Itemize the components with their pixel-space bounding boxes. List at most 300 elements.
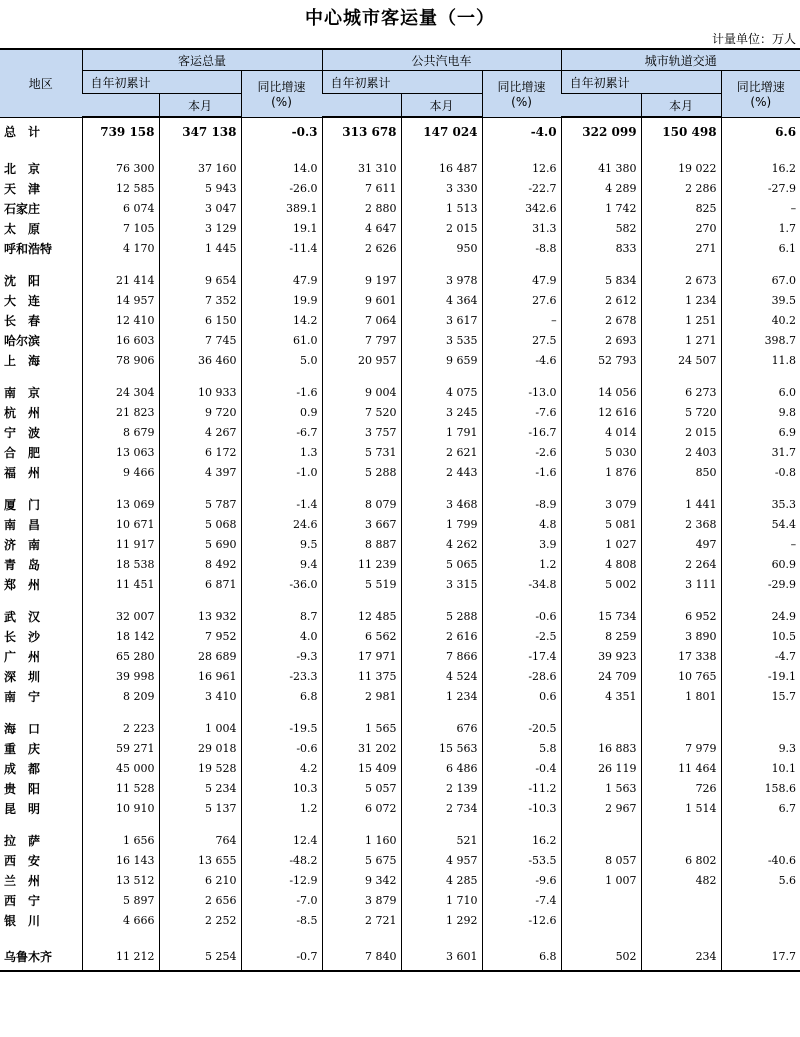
spacer-cell xyxy=(401,930,482,942)
table-cell: 6.6 xyxy=(721,117,800,146)
table-cell: -22.7 xyxy=(482,178,561,198)
table-cell: 5 002 xyxy=(561,574,641,594)
region-name: 长 春 xyxy=(4,313,41,328)
table-cell: 17 971 xyxy=(322,646,401,666)
spacer-cell xyxy=(641,258,721,270)
spacer-cell xyxy=(482,482,561,494)
table-cell: 4 397 xyxy=(159,462,241,482)
table-cell: -1.6 xyxy=(482,462,561,482)
ytd-header-spacer xyxy=(82,94,159,118)
table-cell: 14 056 xyxy=(561,382,641,402)
table-row xyxy=(0,554,800,574)
spacer-cell xyxy=(482,146,561,158)
table-cell: 1 441 xyxy=(641,494,721,514)
spacer-cell xyxy=(159,930,241,942)
table-cell: 2 880 xyxy=(322,198,401,218)
pct-label: (%) xyxy=(750,95,772,110)
region-name: 北 京 xyxy=(4,161,41,176)
table-cell: 1.3 xyxy=(241,442,322,462)
table-cell: 16.2 xyxy=(721,158,800,178)
table-cell: 47.9 xyxy=(241,270,322,290)
total-row xyxy=(0,117,800,146)
table-cell: 8 679 xyxy=(82,422,159,442)
table-cell: 2 734 xyxy=(401,798,482,818)
spacer-cell xyxy=(401,818,482,830)
table-cell: -0.6 xyxy=(482,606,561,626)
table-cell: 39 998 xyxy=(82,666,159,686)
table-row xyxy=(0,462,800,482)
table-cell: 825 xyxy=(641,198,721,218)
group-header-total: 客运总量 xyxy=(82,49,322,71)
table-cell: 6.8 xyxy=(482,942,561,971)
table-cell: 147 024 xyxy=(401,117,482,146)
spacer-cell xyxy=(322,482,401,494)
table-cell: 1 710 xyxy=(401,890,482,910)
table-cell: -26.0 xyxy=(241,178,322,198)
spacer-cell xyxy=(82,930,159,942)
table-cell: 11 375 xyxy=(322,666,401,686)
table-cell: 13 512 xyxy=(82,870,159,890)
table-cell: 31.3 xyxy=(482,218,561,238)
table-cell: -0.4 xyxy=(482,758,561,778)
table-cell: 7 979 xyxy=(641,738,721,758)
table-cell: -8.9 xyxy=(482,494,561,514)
table-cell: 0.6 xyxy=(482,686,561,706)
table-cell: 8 209 xyxy=(82,686,159,706)
spacer-cell xyxy=(561,482,641,494)
table-cell: 61.0 xyxy=(241,330,322,350)
table-cell: 11 917 xyxy=(82,534,159,554)
table-cell: 40.2 xyxy=(721,310,800,330)
table-cell: 27.5 xyxy=(482,330,561,350)
spacer-row xyxy=(0,706,800,718)
spacer-cell xyxy=(82,482,159,494)
table-cell: -4.0 xyxy=(482,117,561,146)
table-cell: 4.2 xyxy=(241,758,322,778)
table-cell: 7 797 xyxy=(322,330,401,350)
table-cell: 1.2 xyxy=(241,798,322,818)
table-cell: – xyxy=(721,198,800,218)
table-cell: 6 952 xyxy=(641,606,721,626)
table-cell: 3 601 xyxy=(401,942,482,971)
table-cell: 9.8 xyxy=(721,402,800,422)
table-cell: 521 xyxy=(401,830,482,850)
table-cell: 3 410 xyxy=(159,686,241,706)
table-cell: 15 409 xyxy=(322,758,401,778)
table-row xyxy=(0,330,800,350)
table-cell: -34.8 xyxy=(482,574,561,594)
table-cell: 4 957 xyxy=(401,850,482,870)
table-cell: 347 138 xyxy=(159,117,241,146)
table-cell: 13 655 xyxy=(159,850,241,870)
table-cell: 6 172 xyxy=(159,442,241,462)
table-row xyxy=(0,158,800,178)
spacer-cell xyxy=(241,594,322,606)
table-cell: 582 xyxy=(561,218,641,238)
table-cell xyxy=(561,718,641,738)
table-cell: 1.2 xyxy=(482,554,561,574)
table-cell: -9.3 xyxy=(241,646,322,666)
table-cell: 32 007 xyxy=(82,606,159,626)
table-cell: 6.0 xyxy=(721,382,800,402)
table-cell: 9 197 xyxy=(322,270,401,290)
table-cell: 1 791 xyxy=(401,422,482,442)
table-cell: -1.6 xyxy=(241,382,322,402)
table-cell: 1 742 xyxy=(561,198,641,218)
table-cell: 67.0 xyxy=(721,270,800,290)
table-row xyxy=(0,686,800,706)
table-row xyxy=(0,830,800,850)
table-row xyxy=(0,758,800,778)
table-cell: 16.2 xyxy=(482,830,561,850)
table-cell: 4 364 xyxy=(401,290,482,310)
table-cell: 11.8 xyxy=(721,350,800,370)
table-cell: 1 563 xyxy=(561,778,641,798)
table-cell: 5.6 xyxy=(721,870,800,890)
table-cell: 1 876 xyxy=(561,462,641,482)
spacer-cell xyxy=(82,258,159,270)
spacer-cell xyxy=(82,146,159,158)
spacer-cell xyxy=(721,818,800,830)
table-cell: 5 720 xyxy=(641,402,721,422)
region-name: 天 津 xyxy=(4,181,41,196)
table-cell xyxy=(721,890,800,910)
table-cell: 24.9 xyxy=(721,606,800,626)
table-row xyxy=(0,350,800,370)
table-cell: 3 617 xyxy=(401,310,482,330)
table-cell: 27.6 xyxy=(482,290,561,310)
table-cell: -27.9 xyxy=(721,178,800,198)
table-cell: 5 288 xyxy=(322,462,401,482)
table-cell: -29.9 xyxy=(721,574,800,594)
region-name: 重 庆 xyxy=(4,741,41,756)
table-cell: 4 262 xyxy=(401,534,482,554)
pct-label: (%) xyxy=(271,95,292,110)
table-cell: 37 160 xyxy=(159,158,241,178)
table-cell: 11 212 xyxy=(82,942,159,971)
table-cell: 2 223 xyxy=(82,718,159,738)
region-name: 总 计 xyxy=(4,125,41,140)
table-cell: 5.8 xyxy=(482,738,561,758)
region-name: 银 川 xyxy=(4,913,41,928)
table-row xyxy=(0,738,800,758)
table-cell: 2 252 xyxy=(159,910,241,930)
region-name: 南 宁 xyxy=(4,689,41,704)
spacer-cell xyxy=(241,146,322,158)
table-cell: 5 030 xyxy=(561,442,641,462)
table-cell: 3 245 xyxy=(401,402,482,422)
table-cell: 24 709 xyxy=(561,666,641,686)
spacer-cell xyxy=(82,370,159,382)
spacer-cell xyxy=(0,594,82,606)
table-cell: 4 285 xyxy=(401,870,482,890)
table-cell: 20 957 xyxy=(322,350,401,370)
table-cell: 739 158 xyxy=(82,117,159,146)
table-row xyxy=(0,574,800,594)
table-cell: 31.7 xyxy=(721,442,800,462)
ytd-header: 自年初累计 xyxy=(561,71,721,94)
table-cell: 271 xyxy=(641,238,721,258)
table-cell: 2 967 xyxy=(561,798,641,818)
table-row xyxy=(0,910,800,930)
table-cell: -23.3 xyxy=(241,666,322,686)
table-cell: 9 720 xyxy=(159,402,241,422)
table-cell: 833 xyxy=(561,238,641,258)
table-cell: 3 079 xyxy=(561,494,641,514)
yoy-header xyxy=(482,71,561,118)
table-cell xyxy=(641,830,721,850)
table-cell: 5 068 xyxy=(159,514,241,534)
region-name: 海 口 xyxy=(4,721,41,736)
spacer-row xyxy=(0,258,800,270)
spacer-cell xyxy=(159,482,241,494)
table-row xyxy=(0,626,800,646)
table-cell: 11 239 xyxy=(322,554,401,574)
table-cell: -7.4 xyxy=(482,890,561,910)
table-cell: 19.1 xyxy=(241,218,322,238)
table-cell: 497 xyxy=(641,534,721,554)
region-name: 石家庄 xyxy=(4,201,41,216)
table-cell xyxy=(561,890,641,910)
table-cell: 2 981 xyxy=(322,686,401,706)
table-cell: 26 119 xyxy=(561,758,641,778)
table-cell xyxy=(641,910,721,930)
table-cell: 7 611 xyxy=(322,178,401,198)
table-cell: 5 254 xyxy=(159,942,241,971)
table-cell: 45 000 xyxy=(82,758,159,778)
table-cell: 2 693 xyxy=(561,330,641,350)
table-cell: 1 271 xyxy=(641,330,721,350)
table-cell: 15.7 xyxy=(721,686,800,706)
table-cell: 8 057 xyxy=(561,850,641,870)
table-cell: 4 647 xyxy=(322,218,401,238)
ytd-header-spacer xyxy=(561,94,641,118)
table-cell: 12 485 xyxy=(322,606,401,626)
table-cell: 2 626 xyxy=(322,238,401,258)
table-cell: 10.3 xyxy=(241,778,322,798)
table-cell: – xyxy=(482,310,561,330)
unit-label: 计量单位：万人 xyxy=(711,32,796,46)
table-cell: 39.5 xyxy=(721,290,800,310)
table-cell: 78 906 xyxy=(82,350,159,370)
table-cell: -6.7 xyxy=(241,422,322,442)
region-name: 郑 州 xyxy=(4,577,41,592)
table-row xyxy=(0,310,800,330)
table-cell: -4.7 xyxy=(721,646,800,666)
table-cell: 10 765 xyxy=(641,666,721,686)
table-cell: 850 xyxy=(641,462,721,482)
table-cell: -7.6 xyxy=(482,402,561,422)
spacer-cell xyxy=(159,258,241,270)
table-cell: 1 801 xyxy=(641,686,721,706)
spacer-cell xyxy=(241,482,322,494)
table-cell: 9.4 xyxy=(241,554,322,574)
table-cell: 1 514 xyxy=(641,798,721,818)
table-cell: 389.1 xyxy=(241,198,322,218)
table-cell xyxy=(721,830,800,850)
table-cell: -13.0 xyxy=(482,382,561,402)
spacer-cell xyxy=(401,594,482,606)
table-cell: -12.9 xyxy=(241,870,322,890)
yoy-label: 同比增速 xyxy=(257,80,306,95)
table-cell: 7 745 xyxy=(159,330,241,350)
region-name: 武 汉 xyxy=(4,609,41,624)
table-cell xyxy=(641,890,721,910)
region-name: 兰 州 xyxy=(4,873,41,888)
spacer-cell xyxy=(401,370,482,382)
table-cell: 3.9 xyxy=(482,534,561,554)
table-row xyxy=(0,494,800,514)
spacer-cell xyxy=(82,594,159,606)
table-cell: 3 879 xyxy=(322,890,401,910)
table-cell: 6.1 xyxy=(721,238,800,258)
spacer-cell xyxy=(561,706,641,718)
spacer-cell xyxy=(322,146,401,158)
yoy-header xyxy=(241,71,322,118)
table-cell: 2 368 xyxy=(641,514,721,534)
group-header-bus: 公共汽电车 xyxy=(322,49,561,71)
table-cell: -0.7 xyxy=(241,942,322,971)
table-row xyxy=(0,422,800,442)
table-cell xyxy=(641,718,721,738)
table-cell: 764 xyxy=(159,830,241,850)
table-cell: 19 528 xyxy=(159,758,241,778)
spacer-cell xyxy=(0,370,82,382)
spacer-cell xyxy=(482,258,561,270)
table-cell: 1 160 xyxy=(322,830,401,850)
table-cell: 35.3 xyxy=(721,494,800,514)
spacer-row xyxy=(0,482,800,494)
table-header xyxy=(0,49,800,117)
region-name: 沈 阳 xyxy=(4,273,41,288)
table-cell: 3 129 xyxy=(159,218,241,238)
table-cell: 6 562 xyxy=(322,626,401,646)
spacer-cell xyxy=(561,258,641,270)
spacer-row xyxy=(0,370,800,382)
spacer-cell xyxy=(159,594,241,606)
page-title: 中心城市客运量（一） xyxy=(305,8,495,29)
region-name: 南 昌 xyxy=(4,517,41,532)
table-cell: 18 538 xyxy=(82,554,159,574)
table-cell: 1 513 xyxy=(401,198,482,218)
table-cell: 19.9 xyxy=(241,290,322,310)
table-cell: 2 139 xyxy=(401,778,482,798)
table-cell: 2 673 xyxy=(641,270,721,290)
spacer-cell xyxy=(0,930,82,942)
spacer-cell xyxy=(0,818,82,830)
table-cell: 2 015 xyxy=(641,422,721,442)
table-cell: 28 689 xyxy=(159,646,241,666)
table-cell: -11.2 xyxy=(482,778,561,798)
spacer-cell xyxy=(0,258,82,270)
spacer-cell xyxy=(641,594,721,606)
region-name: 西 安 xyxy=(4,853,41,868)
table-row xyxy=(0,238,800,258)
table-cell: -0.3 xyxy=(241,117,322,146)
table-cell: 1.7 xyxy=(721,218,800,238)
spacer-cell xyxy=(561,146,641,158)
table-cell: 0.9 xyxy=(241,402,322,422)
table-cell: 24 507 xyxy=(641,350,721,370)
table-cell: 1 251 xyxy=(641,310,721,330)
table-cell: 3 890 xyxy=(641,626,721,646)
table-cell: 150 498 xyxy=(641,117,721,146)
table-cell: 3 978 xyxy=(401,270,482,290)
spacer-cell xyxy=(401,706,482,718)
table-cell: 16 143 xyxy=(82,850,159,870)
table-cell: -16.7 xyxy=(482,422,561,442)
table-cell: 12 585 xyxy=(82,178,159,198)
region-name: 西 宁 xyxy=(4,893,41,908)
table-cell: 16 961 xyxy=(159,666,241,686)
region-name: 深 圳 xyxy=(4,669,41,684)
table-cell: 12 410 xyxy=(82,310,159,330)
table-row xyxy=(0,290,800,310)
table-body xyxy=(0,117,800,971)
table-cell: 8 492 xyxy=(159,554,241,574)
table-cell: 10.1 xyxy=(721,758,800,778)
table-cell: -36.0 xyxy=(241,574,322,594)
table-cell: 2 616 xyxy=(401,626,482,646)
table-cell: 8 259 xyxy=(561,626,641,646)
table-cell: 9 654 xyxy=(159,270,241,290)
region-name: 哈尔滨 xyxy=(4,333,41,348)
table-cell: 9 466 xyxy=(82,462,159,482)
table-cell: 5 675 xyxy=(322,850,401,870)
spacer-row xyxy=(0,594,800,606)
region-name: 太 原 xyxy=(4,221,41,236)
table-cell: 19 022 xyxy=(641,158,721,178)
table-cell: 12.4 xyxy=(241,830,322,850)
table-cell: 6 210 xyxy=(159,870,241,890)
table-cell: -20.5 xyxy=(482,718,561,738)
table-cell: 398.7 xyxy=(721,330,800,350)
table-cell: 1 656 xyxy=(82,830,159,850)
ytd-header: 自年初累计 xyxy=(322,71,482,94)
table-cell: 9 601 xyxy=(322,290,401,310)
group-header-rail: 城市轨道交通 xyxy=(561,49,800,71)
spacer-cell xyxy=(641,706,721,718)
region-name: 昆 明 xyxy=(4,801,41,816)
table-cell: 2 612 xyxy=(561,290,641,310)
spacer-cell xyxy=(241,370,322,382)
table-cell: 13 932 xyxy=(159,606,241,626)
table-cell: 1 799 xyxy=(401,514,482,534)
table-cell: 14.2 xyxy=(241,310,322,330)
table-cell: 2 621 xyxy=(401,442,482,462)
table-cell: -10.3 xyxy=(482,798,561,818)
table-cell: 5 690 xyxy=(159,534,241,554)
table-cell: 5 137 xyxy=(159,798,241,818)
region-name: 青 岛 xyxy=(4,557,41,572)
region-name: 南 京 xyxy=(4,385,41,400)
table-cell: -1.0 xyxy=(241,462,322,482)
table-cell: -12.6 xyxy=(482,910,561,930)
spacer-cell xyxy=(721,146,800,158)
month-header: 本月 xyxy=(159,94,241,118)
table-cell: 726 xyxy=(641,778,721,798)
table-row xyxy=(0,402,800,422)
table-cell: -9.6 xyxy=(482,870,561,890)
table-cell: 4 351 xyxy=(561,686,641,706)
table-cell: 342.6 xyxy=(482,198,561,218)
spacer-cell xyxy=(482,594,561,606)
table-cell: 13 069 xyxy=(82,494,159,514)
spacer-cell xyxy=(82,706,159,718)
table-cell: 3 468 xyxy=(401,494,482,514)
table-cell: 7 105 xyxy=(82,218,159,238)
table-row xyxy=(0,198,800,218)
